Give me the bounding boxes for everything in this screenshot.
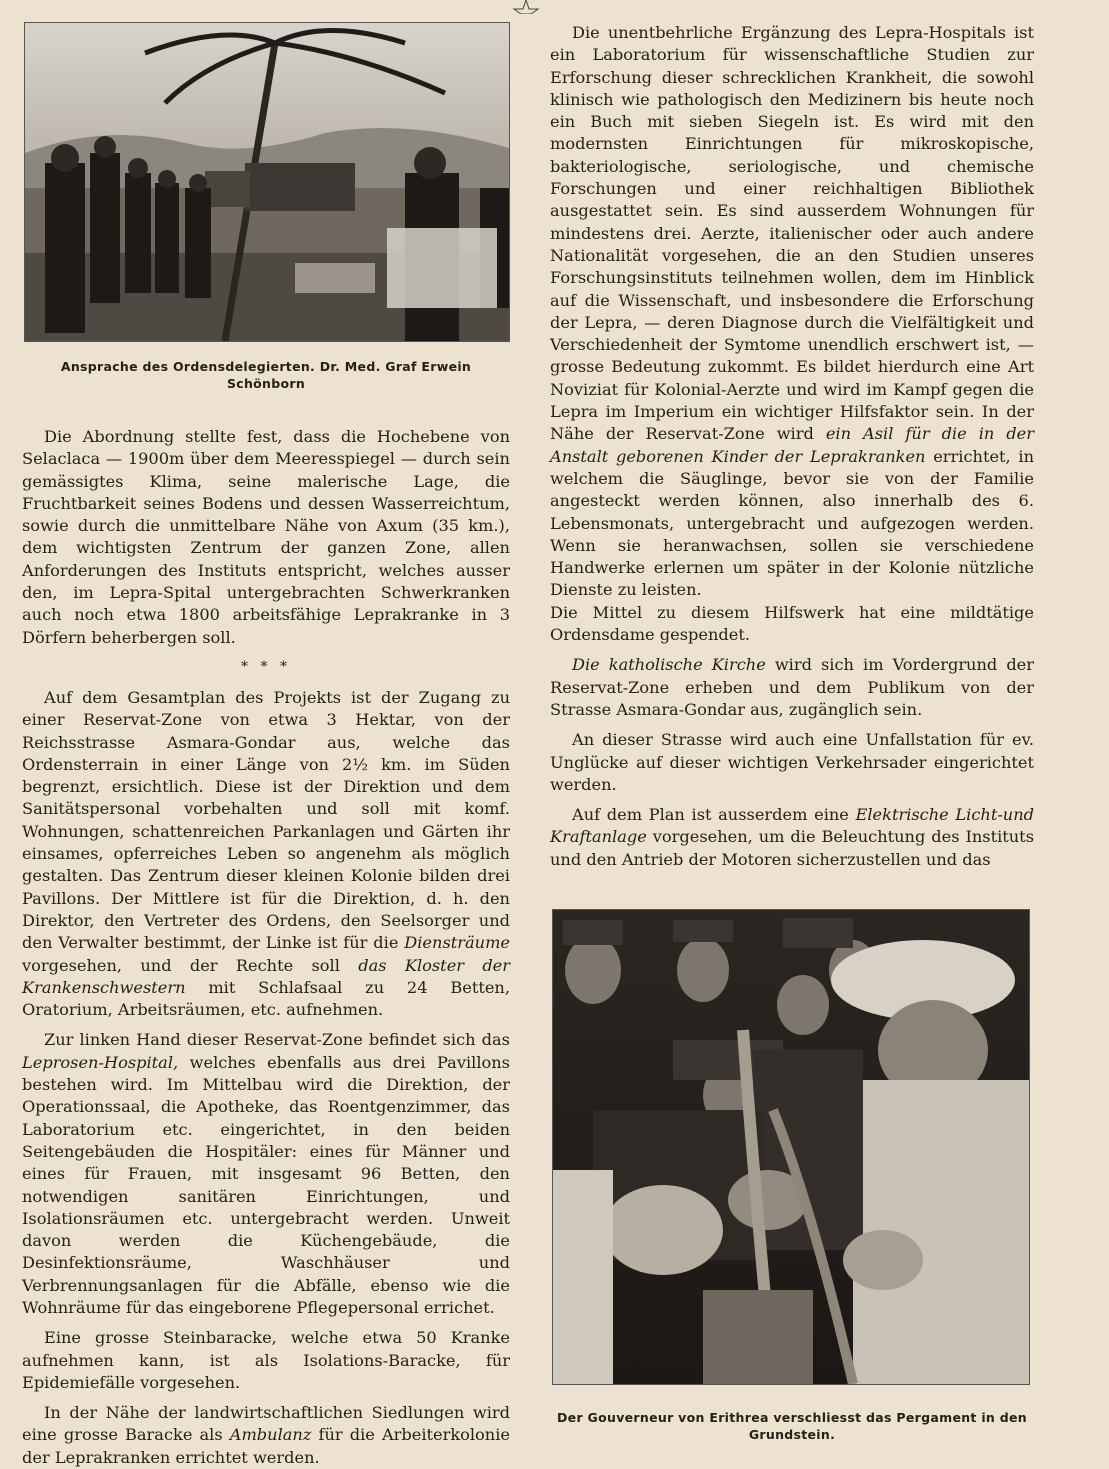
photo-caption-top: Ansprache des Ordensdelegierten. Dr. Med. Graf Erwein Schönborn (60, 359, 472, 391)
paragraph: Auf dem Gesamtplan des Projekts ist der Zugang zu einer Reservat-Zone von etwa 3 Hektar, von der Reichsstrasse Asmara-Gondar aus, welche das Ordensterrain in einer Länge von 2½ km. im Süden begrenzt, ersichtlich. Diese ist der Direktion und dem Sanitätspersonal vorbehalten und soll mit komf. Wohnungen, schattenreichen Parkanlagen und Gärten ihr einsames, opferreiches Leben so angenehm als möglich gestalten. Das Zentrum dieser kleinen Kolonie bilden drei Pavillons. Der Mittlere ist für die Direktion, d. h. den Direktor, den Vertreter des Ordens, den Seelsorger und den Verwalter bestimmt, der Linke ist für die Diensträume vorgesehen, und der Rechte soll das Kloster der Krankenschwestern mit Schlafsaal zu 24 Betten, Oratorium, Arbeitsräumen, etc. aufnehmen. (22, 687, 510, 1020)
paragraph: Die Abordnung stellte fest, dass die Hochebene von Selaclaca — 1900m über dem Meeresspiegel — durch sein gemässigtes Klima, seine malerische Lage, die Fruchtbarkeit seines Bodens und dessen Wasserreichtum, sowie durch die unmittelbare Nähe von Axum (35 km.), dem wichtigsten Zentrum der ganzen Zone, allen Anforderungen des Instituts entspricht, welches ausser den, im Lepra-Spital untergebrachten Schwerkranken auch noch etwa 1800 arbeitsfähige Leprakranke in 3 Dörfern beherbergen soll. (22, 427, 510, 647)
paragraph: Zur linken Hand dieser Reservat-Zone befindet sich das Leprosen-Hospital, welches ebenfalls aus drei Pavillons bestehen wird. Im Mittelbau wird die Direktion, der Operationssaal, die Apotheke, das Roentgenzimmer, das Laboratorium etc. eingerichtet, in den beiden Seitengebäuden die Hospitäler: eines für Männer und eines für Frauen, mit insgesamt 96 Betten, den notwendigen sanitären Einrichtungen, und Isolationsräumen etc. untergebracht werden. Unweit davon werden die Küchengebäude, die Desinfektionsräume, Waschhäuser und Verbrennungsanlagen für die Abfälle, ebenso wie die Wohnräume für das eingeborene Pflegepersonal errichet. (22, 1030, 510, 1317)
photo-governor-foundation-stone (552, 909, 1030, 1385)
left-column (22, 22, 510, 1469)
photo-speech-ceremony (24, 22, 510, 342)
paragraph: Eine grosse Steinbaracke, welche etwa 50 Kranke aufnehmen kann, ist als Isolations-Baracke, für Epidemiefälle vorgesehen. (22, 1328, 510, 1392)
left-body-text (22, 426, 510, 1469)
paragraph: In der Nähe der landwirtschaftlichen Siedlungen wird eine grosse Baracke als Ambulanz für die Arbeiterkolonie der Leprakranken errichtet werden. (22, 1403, 510, 1467)
paragraph: Die unentbehrliche Ergänzung des Lepra-Hospitals ist ein Laboratorium für wissenschaftliche Studien zur Erforschung dieser schrecklichen Krankheit, die sowohl klinisch wie pathologisch den Medizinern bis heute noch ein Buch mit sieben Siegeln ist. Es wird mit den modernsten Einrichtungen für mikroskopische, bakteriologische, seriologische, und chemische Forschungen und einer reichhaltigen Bibliothek ausgestattet sein. Es sind ausserdem Wohnungen für mindestens drei. Aerzte, italienischer oder auch andere Nationalität vorgesehen, die an den Studien unseres Forschungsinstituts teilnehmen wollen, dem im Hinblick auf die Wissenschaft, und insbesondere die Erforschung der Lepra, — deren Diagnose durch die Vielfältigkeit und Verschiedenheit der Symtome unendlich erschwert ist, — grosse Bedeutung zukommt. Es bildet hierdurch eine Art Noviziat für Kolonial-Aerzte und wird im Kampf gegen die Lepra im Imperium ein wichtiger Hilfsfaktor sein. In der Nähe der Reservat-Zone wird ein Asil für die in der Anstalt geborenen Kinder der Leprakranken errichtet, in welchem die Säuglinge, bevor sie von der Familie angesteckt werden können, also innerhalb des 6. Lebensmonats, untergebracht und aufgezogen werden. Wenn sie heranwachsen, sollen sie verschiedene Handwerke erlernen um später in der Kolonie nützliche Dienste zu leisten. (550, 23, 1034, 600)
paragraph: Auf dem Plan ist ausserdem eine Elektrische Licht-und Kraftanlage vorgesehen, um die Beleuchtung des Instituts und den Antrieb der Motoren sicherzustellen und das (550, 805, 1035, 869)
paragraph: An dieser Strasse wird auch eine Unfallstation für ev. Unglücke auf dieser wichtigen Verkehrsader eingerichtet werden. (550, 730, 1034, 794)
star-ornament-icon (512, 0, 540, 14)
photo-caption-bottom: Der Gouverneur von Erithrea verschliesst das Pergament in den Grundstein. (556, 1409, 1028, 1442)
section-divider: * * * (241, 658, 291, 675)
right-body-text (550, 22, 1034, 871)
paragraph: Die katholische Kirche wird sich im Vordergrund der Reservat-Zone erheben und dem Publikum von der Strasse Asmara-Gondar aus, zugänglich sein. (550, 655, 1034, 719)
paragraph: Die Mittel zu diesem Hilfswerk hat eine mildtätige Ordensdame gespendet. (550, 602, 1034, 645)
right-column (550, 22, 1034, 1443)
